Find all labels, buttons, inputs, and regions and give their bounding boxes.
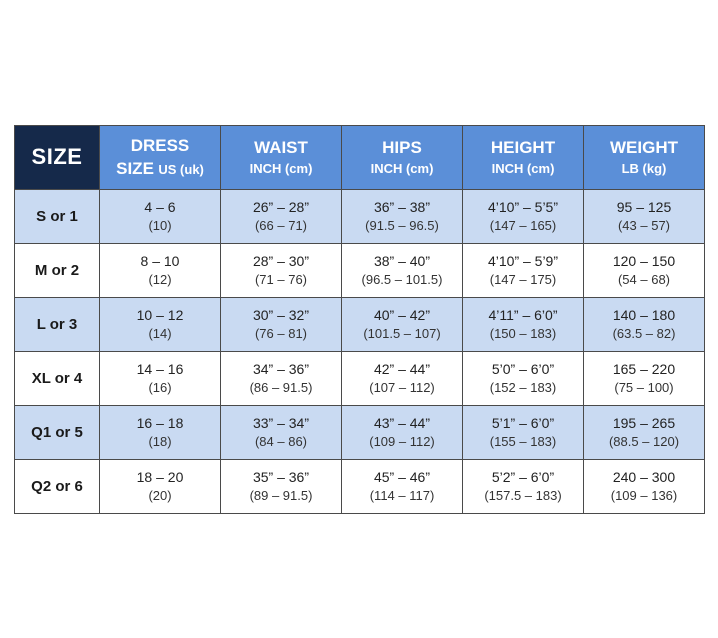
weight-cell bbox=[584, 352, 705, 406]
cell-metric-value: (16) bbox=[148, 380, 172, 396]
cell-metric-value: (10) bbox=[148, 218, 172, 234]
cell-value: 42” – 44” bbox=[373, 360, 431, 377]
height-column-header bbox=[463, 126, 584, 190]
waist-cell bbox=[221, 190, 342, 244]
waist-cell bbox=[221, 298, 342, 352]
weight-cell bbox=[584, 406, 705, 460]
height-cell bbox=[463, 298, 584, 352]
table-row bbox=[15, 406, 705, 460]
cell-value: 28” – 30” bbox=[252, 252, 310, 269]
cell-value: 165 – 220 bbox=[612, 360, 676, 377]
hips-cell bbox=[342, 298, 463, 352]
cell-value: 4’11” – 6’0” bbox=[488, 306, 558, 323]
cell-value: 140 – 180 bbox=[612, 306, 676, 323]
height-header-title: HEIGHT bbox=[490, 138, 556, 157]
size-label-cell: Q1 or 5 bbox=[15, 406, 100, 460]
hips-header-title: HIPS bbox=[382, 138, 422, 157]
cell-metric-value: (101.5 – 107) bbox=[363, 326, 441, 342]
cell-value: 4’10” – 5’5” bbox=[487, 198, 559, 215]
waist-header-title: WAIST bbox=[254, 138, 308, 157]
cell-value: 30” – 32” bbox=[252, 306, 310, 323]
dress-header-size-word: SIZE bbox=[116, 158, 154, 178]
cell-metric-value: (54 – 68) bbox=[617, 272, 671, 288]
hips-cell bbox=[342, 406, 463, 460]
dress-header-line2 bbox=[100, 159, 220, 179]
cell-metric-value: (86 – 91.5) bbox=[249, 380, 313, 396]
cell-metric-value: (63.5 – 82) bbox=[612, 326, 676, 342]
cell-value: 40” – 42” bbox=[373, 306, 431, 323]
cell-metric-value: (152 – 183) bbox=[489, 380, 557, 396]
cell-value: 43” – 44” bbox=[373, 414, 431, 431]
dress-size-cell bbox=[100, 298, 221, 352]
height-cell bbox=[463, 244, 584, 298]
cell-metric-value: (71 – 76) bbox=[254, 272, 308, 288]
height-cell bbox=[463, 190, 584, 244]
table-row bbox=[15, 460, 705, 514]
table-row bbox=[15, 352, 705, 406]
cell-metric-value: (18) bbox=[148, 434, 172, 450]
waist-cell bbox=[221, 406, 342, 460]
weight-cell bbox=[584, 460, 705, 514]
weight-cell bbox=[584, 190, 705, 244]
hips-cell bbox=[342, 352, 463, 406]
dress-header-unit: US (uk) bbox=[158, 161, 204, 177]
cell-metric-value: (43 – 57) bbox=[617, 218, 671, 234]
cell-value: 18 – 20 bbox=[136, 468, 184, 485]
cell-metric-value: (91.5 – 96.5) bbox=[365, 218, 439, 234]
weight-header-title: WEIGHT bbox=[610, 138, 678, 157]
height-cell bbox=[463, 352, 584, 406]
cell-value: 4’10” – 5’9” bbox=[487, 252, 559, 269]
cell-metric-value: (114 – 117) bbox=[369, 488, 435, 504]
size-label-cell: M or 2 bbox=[15, 244, 100, 298]
cell-metric-value: (12) bbox=[148, 272, 172, 288]
height-cell bbox=[463, 460, 584, 514]
table-row bbox=[15, 298, 705, 352]
cell-metric-value: (89 – 91.5) bbox=[249, 488, 313, 504]
cell-value: 33” – 34” bbox=[252, 414, 310, 431]
dress-size-cell bbox=[100, 352, 221, 406]
cell-value: 195 – 265 bbox=[612, 414, 676, 431]
dress-size-cell bbox=[100, 460, 221, 514]
dress-size-column-header bbox=[100, 126, 221, 190]
cell-metric-value: (107 – 112) bbox=[369, 380, 435, 396]
dress-size-cell bbox=[100, 190, 221, 244]
cell-metric-value: (157.5 – 183) bbox=[484, 488, 562, 504]
table-body bbox=[15, 190, 705, 514]
height-header-unit: INCH (cm) bbox=[491, 161, 555, 177]
cell-value: 38” – 40” bbox=[373, 252, 431, 269]
hips-header-unit: INCH (cm) bbox=[370, 161, 434, 177]
cell-value: 16 – 18 bbox=[136, 414, 184, 431]
waist-cell bbox=[221, 460, 342, 514]
weight-cell bbox=[584, 298, 705, 352]
waist-header-unit: INCH (cm) bbox=[249, 161, 313, 177]
waist-cell bbox=[221, 244, 342, 298]
cell-metric-value: (14) bbox=[148, 326, 172, 342]
cell-metric-value: (150 – 183) bbox=[489, 326, 557, 342]
cell-value: 5’2” – 6’0” bbox=[491, 468, 555, 485]
cell-value: 5’1” – 6’0” bbox=[491, 414, 555, 431]
size-chart-table bbox=[14, 125, 705, 514]
table-row bbox=[15, 244, 705, 298]
size-label-cell: S or 1 bbox=[15, 190, 100, 244]
cell-value: 5’0” – 6’0” bbox=[491, 360, 555, 377]
height-cell bbox=[463, 406, 584, 460]
dress-header-line1: DRESS bbox=[130, 136, 190, 156]
weight-header-unit: LB (kg) bbox=[621, 161, 667, 177]
size-label-cell: Q2 or 6 bbox=[15, 460, 100, 514]
cell-value: 120 – 150 bbox=[612, 252, 676, 269]
hips-cell bbox=[342, 460, 463, 514]
cell-metric-value: (88.5 – 120) bbox=[608, 434, 680, 450]
size-label-cell: L or 3 bbox=[15, 298, 100, 352]
cell-value: 8 – 10 bbox=[140, 252, 180, 269]
header-row bbox=[15, 126, 705, 190]
cell-value: 95 – 125 bbox=[616, 198, 672, 215]
waist-cell bbox=[221, 352, 342, 406]
weight-column-header bbox=[584, 126, 705, 190]
cell-metric-value: (155 – 183) bbox=[489, 434, 557, 450]
cell-metric-value: (147 – 165) bbox=[489, 218, 557, 234]
cell-metric-value: (76 – 81) bbox=[254, 326, 308, 342]
cell-value: 26” – 28” bbox=[252, 198, 310, 215]
cell-metric-value: (109 – 136) bbox=[610, 488, 678, 504]
cell-value: 4 – 6 bbox=[144, 198, 176, 215]
weight-cell bbox=[584, 244, 705, 298]
cell-value: 34” – 36” bbox=[252, 360, 310, 377]
size-column-header: SIZE bbox=[15, 126, 100, 190]
size-label-cell: XL or 4 bbox=[15, 352, 100, 406]
cell-value: 36” – 38” bbox=[373, 198, 431, 215]
cell-metric-value: (96.5 – 101.5) bbox=[361, 272, 443, 288]
hips-cell bbox=[342, 190, 463, 244]
hips-column-header bbox=[342, 126, 463, 190]
cell-value: 10 – 12 bbox=[136, 306, 184, 323]
table-row bbox=[15, 190, 705, 244]
cell-value: 14 – 16 bbox=[136, 360, 184, 377]
cell-metric-value: (75 – 100) bbox=[614, 380, 674, 396]
table-header bbox=[15, 126, 705, 190]
cell-metric-value: (84 – 86) bbox=[254, 434, 308, 450]
cell-value: 35” – 36” bbox=[252, 468, 310, 485]
cell-metric-value: (109 – 112) bbox=[369, 434, 435, 450]
dress-size-cell bbox=[100, 244, 221, 298]
waist-column-header bbox=[221, 126, 342, 190]
cell-metric-value: (20) bbox=[148, 488, 172, 504]
cell-metric-value: (66 – 71) bbox=[254, 218, 308, 234]
cell-metric-value: (147 – 175) bbox=[489, 272, 557, 288]
cell-value: 240 – 300 bbox=[612, 468, 676, 485]
cell-value: 45” – 46” bbox=[373, 468, 431, 485]
dress-size-cell bbox=[100, 406, 221, 460]
hips-cell bbox=[342, 244, 463, 298]
